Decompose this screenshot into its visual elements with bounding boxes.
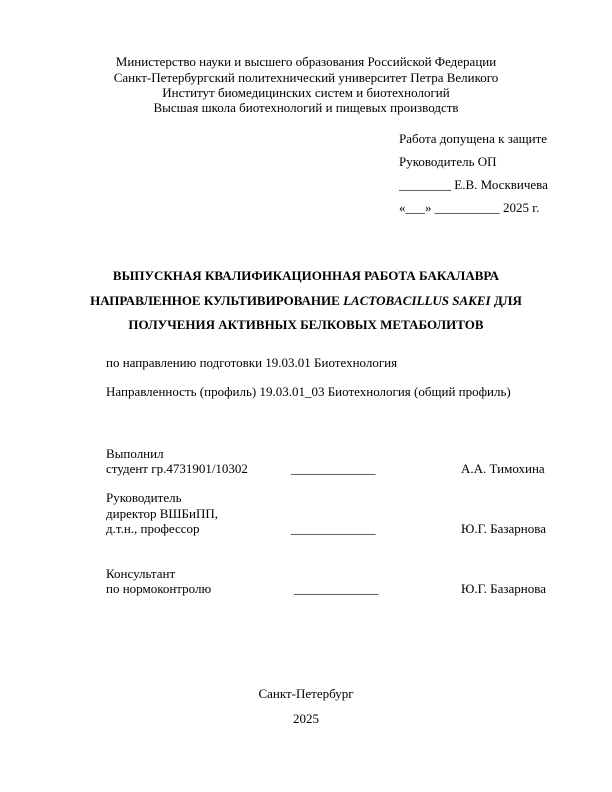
supervisor-degree: д.т.н., профессор (106, 521, 200, 536)
thesis-type: ВЫПУСКНАЯ КВАЛИФИКАЦИОННАЯ РАБОТА БАКАЛАВРА (112, 268, 500, 283)
study-direction: по направлению подготовки 19.03.01 Биотехнология (106, 355, 398, 370)
supervisor-name: Ю.Г. Базарнова (461, 521, 546, 536)
consultant-name: Ю.Г. Базарнова (461, 581, 546, 596)
program-head-role: Руководитель ОП (399, 154, 497, 169)
performer-group: студент гр.4731901/10302 (106, 461, 248, 476)
approval-date: «___» __________ 2025 г. (399, 200, 540, 215)
study-profile: Направленность (профиль) 19.03.01_03 Биотехнология (общий профиль) (106, 384, 511, 399)
title-text-post: ДЛЯ (490, 293, 522, 308)
supervisor-position: директор ВШБиПП, (106, 506, 218, 521)
consultant-signature-blank: _____________ (294, 581, 379, 596)
supervisor-label: Руководитель (106, 490, 182, 505)
supervisor-signature-blank: _____________ (291, 521, 376, 536)
consultant-role: по нормоконтролю (106, 581, 212, 596)
admitted-to-defense: Работа допущена к защите (399, 131, 548, 146)
institute-name: Институт биомедицинских систем и биотехнологий (162, 85, 450, 100)
university-name: Санкт-Петербургский политехнический университет Петра Великого (113, 70, 499, 85)
program-head-signature: ________ Е.В. Москвичева (399, 177, 548, 192)
school-name: Высшая школа биотехнологий и пищевых производств (153, 100, 459, 115)
performer-name: А.А. Тимохина (461, 461, 545, 476)
performer-label: Выполнил (106, 446, 164, 461)
thesis-title-line-2: ПОЛУЧЕНИЯ АКТИВНЫХ БЕЛКОВЫХ МЕТАБОЛИТОВ (128, 317, 484, 332)
ministry-name: Министерство науки и высшего образования Российской Федерации (115, 54, 497, 69)
thesis-title-line-1 (0, 293, 612, 308)
title-text-pre: НАПРАВЛЕННОЕ КУЛЬТИВИРОВАНИЕ (90, 293, 344, 308)
year: 2025 (293, 711, 319, 726)
performer-signature-blank: _____________ (291, 461, 376, 476)
consultant-label: Консультант (106, 566, 176, 581)
city: Санкт-Петербург (258, 686, 354, 701)
title-species-name: LACTOBACILLUS SAKEI (343, 293, 491, 308)
